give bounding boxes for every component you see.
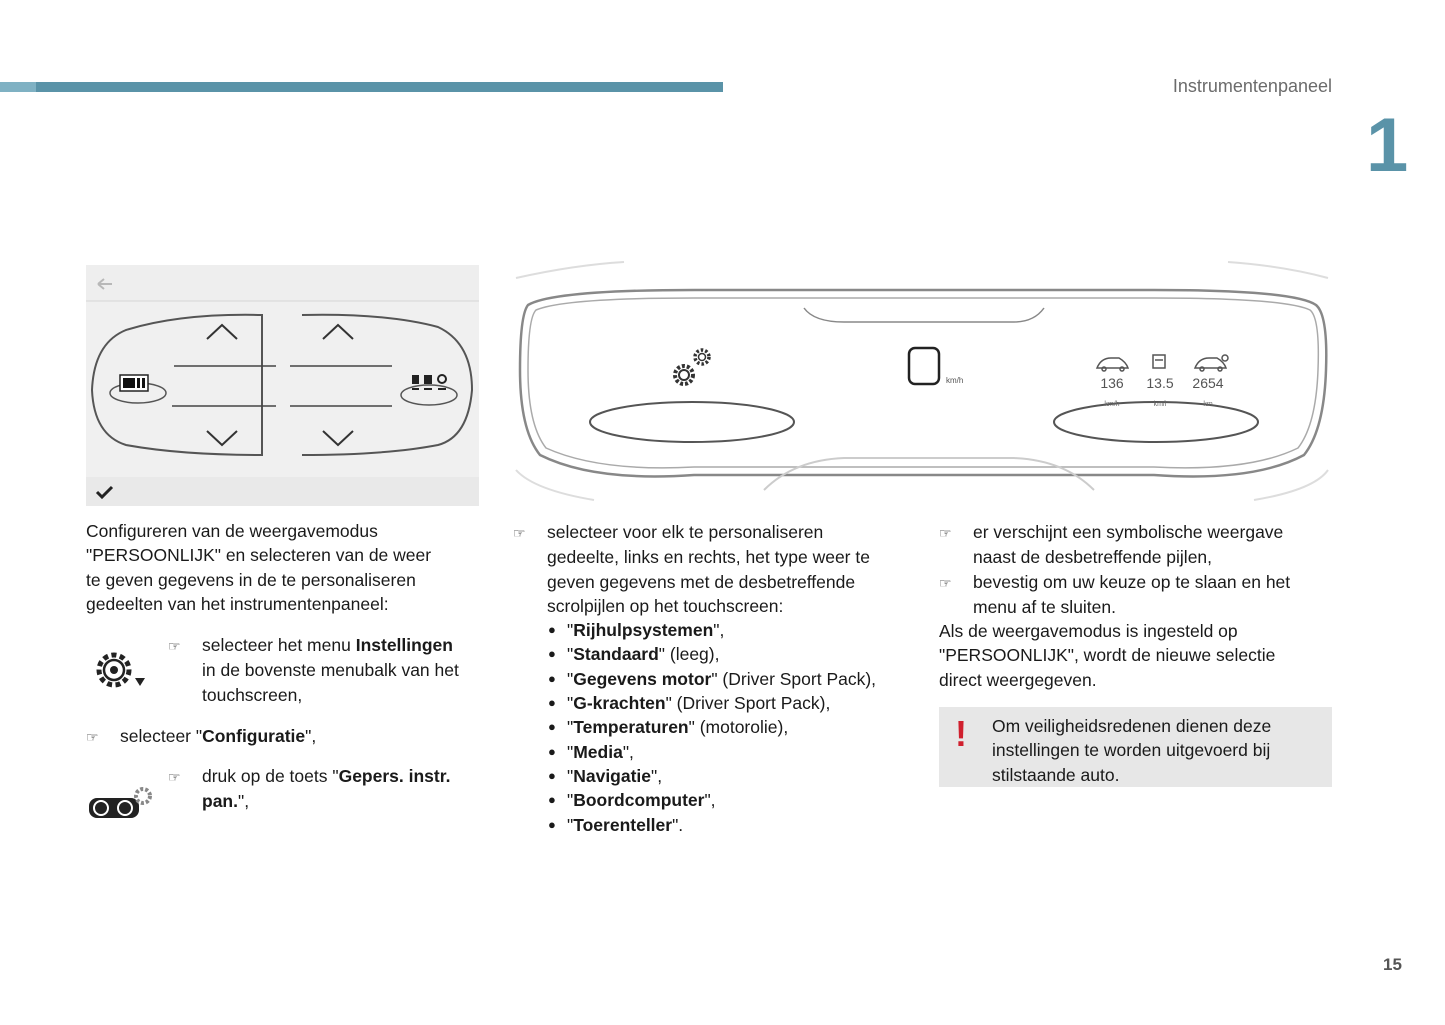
car-range-icon [1097, 358, 1128, 371]
step-arrow-icon: ☞ [168, 769, 181, 785]
touchscreen-config-figure [86, 265, 479, 506]
list-item: ● "Standaard" (leeg), [547, 642, 913, 666]
left-up-arrow-icon[interactable] [207, 325, 237, 339]
settings-gear-icon [92, 648, 150, 692]
list-item: ● "Navigatie", [547, 764, 913, 788]
step-arrow-icon: ☞ [939, 574, 952, 591]
list-item: ● "Media", [547, 740, 913, 764]
left-down-arrow-icon[interactable] [207, 431, 237, 445]
right-up-arrow-icon[interactable] [323, 325, 353, 339]
car-distance-icon [1195, 355, 1228, 371]
chapter-number: 1 [1366, 103, 1409, 188]
readout-unit-3: km [1203, 401, 1213, 408]
step-arrow-icon: ☞ [168, 638, 181, 654]
col1-step3: ☞ druk op de toets "Gepers. instr. pan.", [168, 766, 451, 812]
list-item: ● "Rijhulpsystemen", [547, 618, 913, 642]
list-item: ● "Boordcomputer", [547, 788, 913, 812]
right-down-arrow-icon[interactable] [323, 431, 353, 445]
display-options-list [547, 618, 913, 837]
custom-cluster-icon [88, 784, 156, 822]
col1-step1: ☞ selecteer het menu Instellingen in de bovenste menubalk van het touchscreen, [168, 635, 459, 705]
page-number: 15 [1383, 955, 1402, 974]
list-item: ● "G-krachten" (Driver Sport Pack), [547, 691, 913, 715]
readout-unit-1: km/h [1104, 401, 1120, 408]
header-accent-bar [0, 82, 723, 92]
speed-unit: km/h [946, 376, 964, 385]
gears-icon [675, 350, 709, 384]
col1-intro: Configureren van de weergavemodus "PERSOONLIJK" en selecteren van de weer te geven gegevens in de te personaliseren gedeelten van het instrumentenpaneel: [86, 521, 432, 614]
speed-placeholder [909, 348, 939, 384]
warning-icon: ! [955, 713, 967, 754]
section-title: Instrumentenpaneel [1172, 76, 1332, 96]
left-display-symbol-icon [110, 375, 166, 403]
readout-value-2: 13.5 [1146, 375, 1174, 391]
readout-value-1: 136 [1100, 375, 1124, 391]
col1-step2: ☞ selecteer "Configuratie", [86, 724, 316, 749]
step-arrow-icon: ☞ [939, 525, 952, 541]
col3-content: ☞ er verschijnt een symbolische weergave naast de desbetreffende pijlen, ☞ bevestig om uw keuze op te slaan en het menu af te sluiten. Als de weergavemodus is ingesteld op "PERSOONLIJK", wordt de nieuwe selectie direct weergegeven. [939, 522, 1291, 690]
list-item: ● "Gegevens motor" (Driver Sport Pack), [547, 667, 913, 691]
col2-content: ☞ selecteer voor elk te personaliseren gedeelte, links en rechts, het type weer te geven gegevens met de desbetreffende scrolpijlen op het touchscreen: ● "Rijhulpsystemen", ● "Standaard" (leeg), ● "Gegevens motor" (Driver Sport Pack), ● "G-krachten" (Driver Sport Pack), ● "Temperaturen" (motorolie), ● "Media", ● "Navigatie", ● "Boordcomputer", ● "Toerenteller". [513, 520, 913, 837]
list-item: ● "Toerenteller". [547, 813, 913, 837]
right-display-symbol-icon [401, 375, 457, 405]
readout-unit-2: km/l [1153, 401, 1167, 408]
warning-text: Om veiligheidsredenen dienen deze instellingen te worden uitgevoerd bij stilstaande auto. [992, 716, 1272, 785]
step-arrow-icon: ☞ [86, 729, 99, 745]
step-arrow-icon: ☞ [513, 525, 526, 541]
fuel-consumption-icon [1153, 355, 1165, 368]
list-item: ● "Temperaturen" (motorolie), [547, 715, 913, 739]
readout-value-3: 2654 [1192, 375, 1224, 391]
safety-warning-box [939, 707, 1332, 787]
instrument-cluster-figure [514, 260, 1330, 510]
